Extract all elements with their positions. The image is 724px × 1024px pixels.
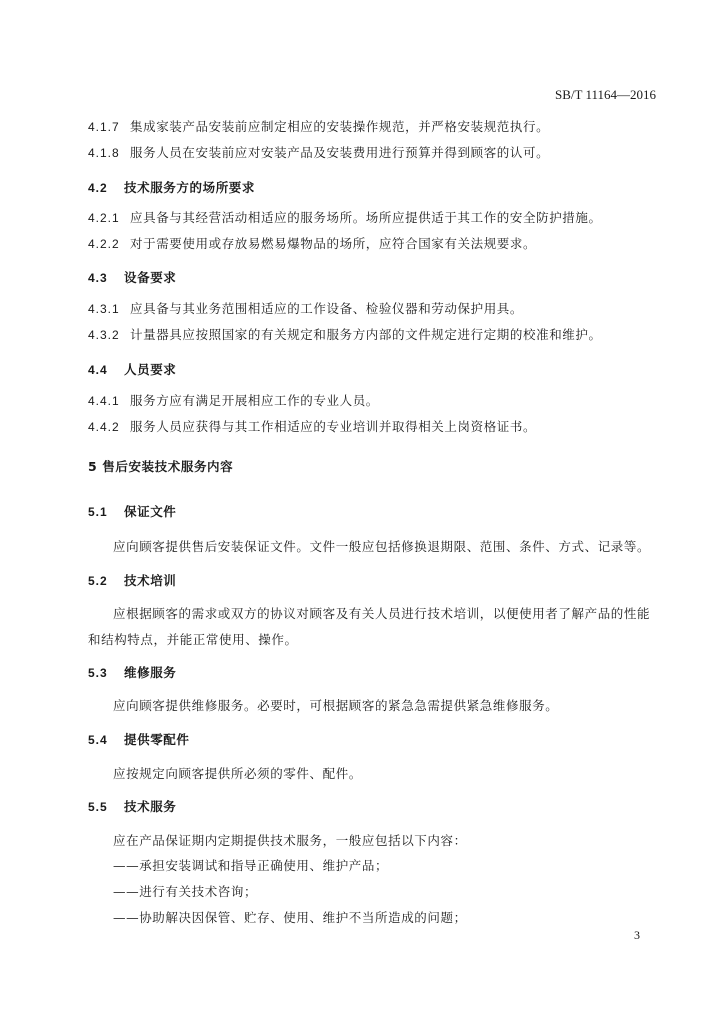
clause-number: 4.4.1 bbox=[88, 394, 120, 408]
paragraph-5-2-line1: 应根据顾客的需求或双方的协议对顾客及有关人员进行技术培训，以便使用者了解产品的性能 bbox=[113, 606, 651, 621]
section-5-4-heading bbox=[88, 730, 190, 748]
section-title: 技术服务 bbox=[124, 799, 177, 814]
clause-text: 服务方应有满足开展相应工作的专业人员。 bbox=[130, 393, 379, 408]
paragraph-5-3: 应向顾客提供维修服务。必要时，可根据顾客的紧急急需提供紧急维修服务。 bbox=[113, 698, 559, 713]
section-4-3-heading bbox=[88, 268, 176, 286]
clause-4-4-2 bbox=[88, 417, 536, 435]
clause-number: 4.3.2 bbox=[88, 328, 120, 342]
clause-number: 4.2.2 bbox=[88, 237, 120, 251]
paragraph-5-1: 应向顾客提供售后安装保证文件。文件一般应包括修换退期限、范围、条件、方式、记录等。 bbox=[113, 539, 651, 554]
clause-text: 应具备与其经营活动相适应的服务场所。场所应提供适于其工作的安全防护措施。 bbox=[130, 210, 602, 225]
section-number: 5.5 bbox=[88, 800, 108, 814]
section-title: 技术培训 bbox=[124, 573, 177, 588]
section-4-2-heading bbox=[88, 178, 255, 196]
clause-4-2-2 bbox=[88, 234, 536, 252]
clause-4-1-8 bbox=[88, 143, 549, 161]
list-item: ——进行有关技术咨询； bbox=[113, 884, 258, 899]
section-5-5-heading bbox=[88, 797, 176, 815]
clause-number: 4.3.1 bbox=[88, 302, 120, 316]
section-title: 提供零配件 bbox=[124, 732, 190, 747]
clause-4-3-1 bbox=[88, 299, 523, 317]
clause-number: 4.2.1 bbox=[88, 211, 120, 225]
section-number: 5.1 bbox=[88, 505, 108, 519]
page-number: 3 bbox=[634, 928, 640, 942]
list-item: ——协助解决因保管、贮存、使用、维护不当所造成的问题； bbox=[113, 910, 467, 925]
clause-text: 对于需要使用或存放易燃易爆物品的场所，应符合国家有关法规要求。 bbox=[130, 236, 537, 251]
chapter-5-heading bbox=[88, 457, 233, 475]
chapter-title: 5 售后安装技术服务内容 bbox=[88, 459, 234, 474]
section-title: 设备要求 bbox=[124, 270, 177, 285]
section-number: 4.3 bbox=[88, 271, 108, 285]
section-title: 保证文件 bbox=[124, 504, 177, 519]
section-number: 5.3 bbox=[88, 666, 108, 680]
clause-number: 4.1.8 bbox=[88, 146, 120, 160]
section-title: 技术服务方的场所要求 bbox=[124, 180, 256, 195]
list-item: ——承担安装调试和指导正确使用、维护产品； bbox=[113, 858, 389, 873]
clause-text: 服务人员在安装前应对安装产品及安装费用进行预算并得到顾客的认可。 bbox=[130, 145, 550, 160]
clause-text: 集成家装产品安装前应制定相应的安装操作规范，并严格安装规范执行。 bbox=[130, 119, 550, 134]
section-number: 5.2 bbox=[88, 574, 108, 588]
section-title: 维修服务 bbox=[124, 665, 177, 680]
clause-4-3-2 bbox=[88, 325, 602, 343]
section-5-3-heading bbox=[88, 663, 176, 681]
section-5-1-heading bbox=[88, 502, 176, 520]
clause-text: 应具备与其业务范围相适应的工作设备、检验仪器和劳动保护用具。 bbox=[130, 301, 524, 316]
document-code: SB/T 11164—2016 bbox=[554, 87, 656, 102]
section-4-4-heading bbox=[88, 360, 176, 378]
section-title: 人员要求 bbox=[124, 362, 177, 377]
section-number: 5.4 bbox=[88, 733, 108, 747]
clause-text: 服务人员应获得与其工作相适应的专业培训并取得相关上岗资格证书。 bbox=[130, 419, 537, 434]
paragraph-5-4: 应按规定向顾客提供所必须的零件、配件。 bbox=[113, 766, 362, 781]
clause-number: 4.4.2 bbox=[88, 420, 120, 434]
clause-4-1-7 bbox=[88, 117, 549, 135]
paragraph-5-5: 应在产品保证期内定期提供技术服务，一般应包括以下内容： bbox=[113, 833, 467, 848]
clause-number: 4.1.7 bbox=[88, 120, 120, 134]
clause-4-4-1 bbox=[88, 391, 379, 409]
paragraph-5-2-line2: 和结构特点，并能正常使用、操作。 bbox=[88, 632, 298, 647]
clause-text: 计量器具应按照国家的有关规定和服务方内部的文件规定进行定期的校准和维护。 bbox=[130, 327, 602, 342]
section-number: 4.4 bbox=[88, 363, 108, 377]
section-5-2-heading bbox=[88, 571, 176, 589]
section-number: 4.2 bbox=[88, 181, 108, 195]
clause-4-2-1 bbox=[88, 208, 602, 226]
